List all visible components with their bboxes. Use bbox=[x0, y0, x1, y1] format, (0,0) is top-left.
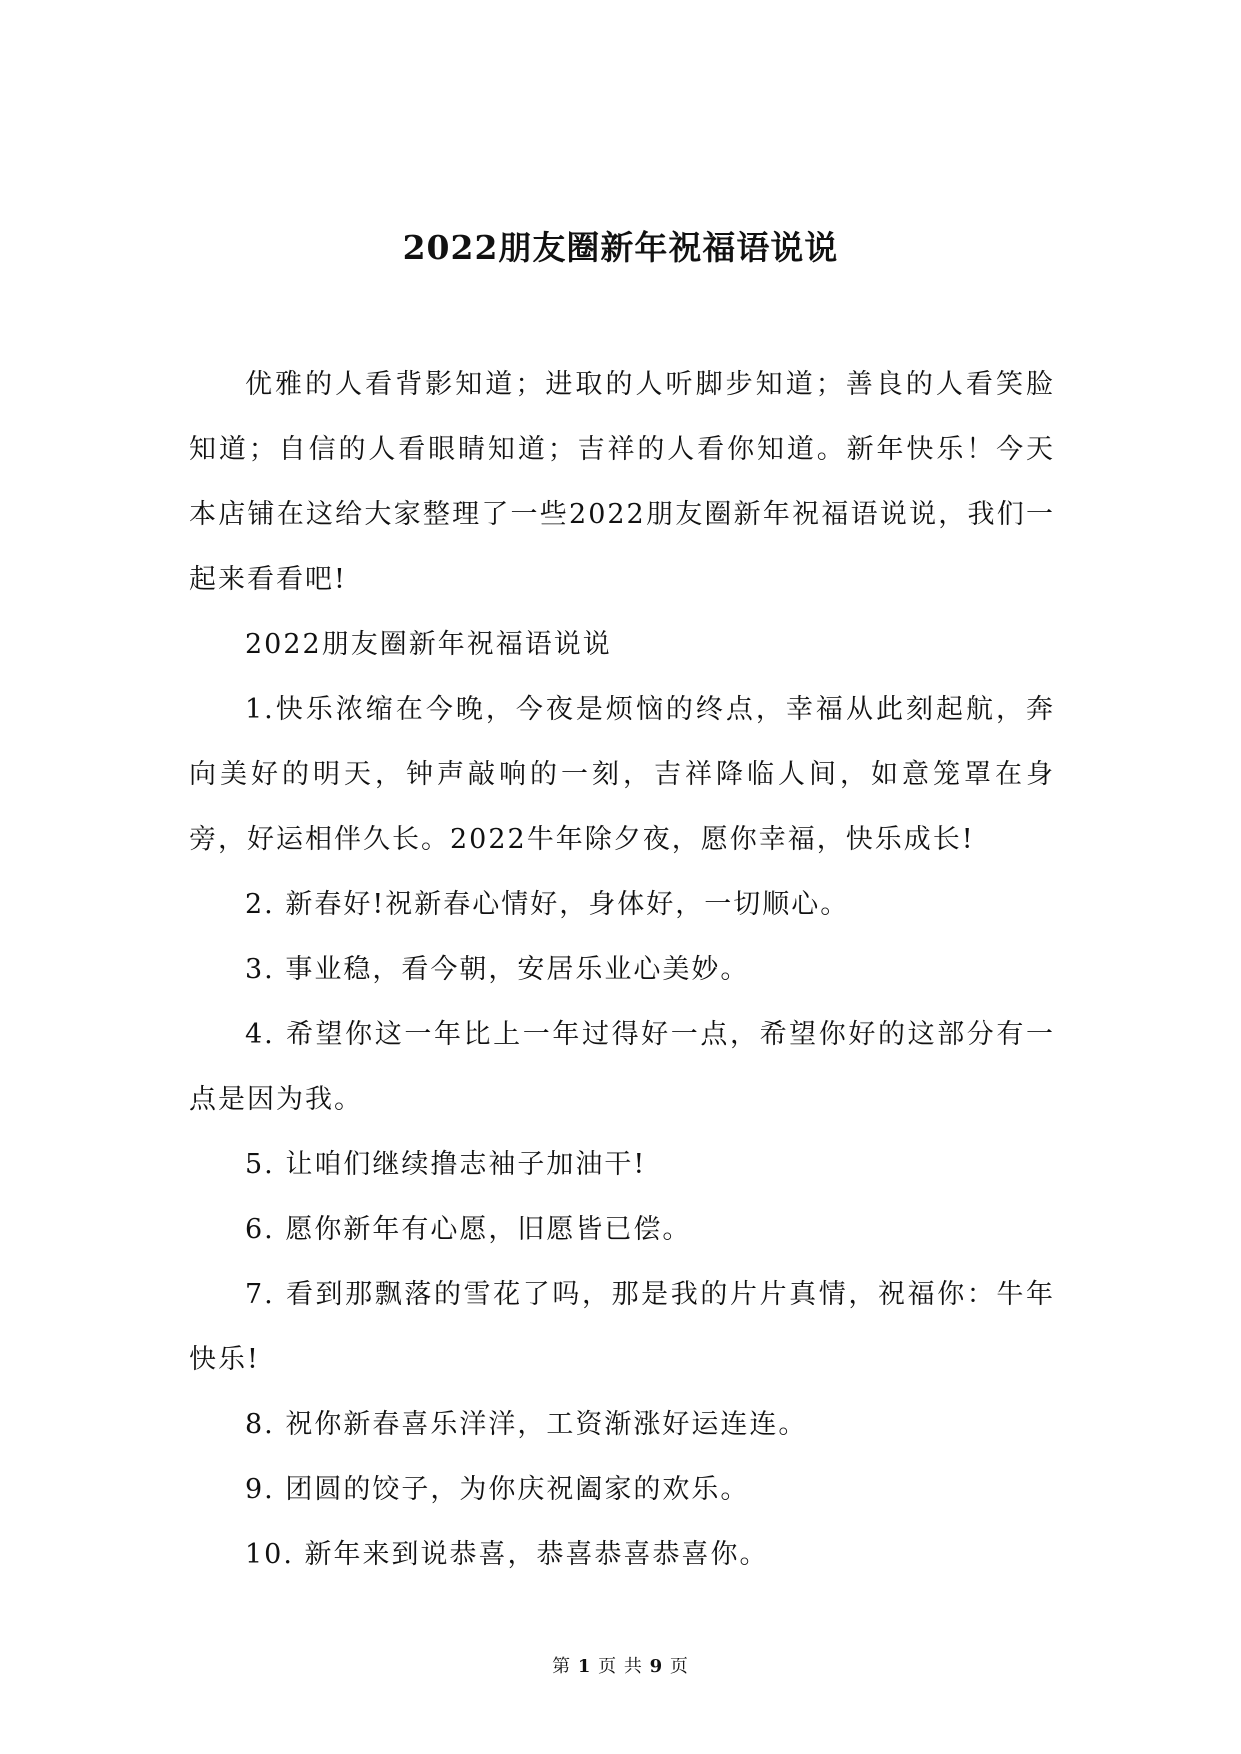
list-item: 2. 新春好!祝新春心情好，身体好，一切顺心。 bbox=[245, 889, 850, 920]
current-page-number: 1 bbox=[577, 1656, 592, 1677]
page-footer bbox=[0, 1655, 1241, 1679]
list-item: 6. 愿你新年有心愿，旧愿皆已偿。 bbox=[245, 1214, 692, 1245]
list-item: 8. 祝你新春喜乐洋洋，工资渐涨好运连连。 bbox=[245, 1409, 808, 1440]
intro-paragraph: 优雅的人看背影知道；进取的人听脚步知道；善良的人看笑脸知道；自信的人看眼睛知道；吉祥的人看你知道。新年快乐！今天本店铺在这给大家整理了一些2022朋友圈新年祝福语说说，我们一起来看看吧! bbox=[189, 369, 1055, 595]
section-heading: 2022朋友圈新年祝福语说说 bbox=[245, 629, 612, 660]
footer-suffix: 页 bbox=[669, 1656, 689, 1677]
total-page-count: 9 bbox=[649, 1656, 664, 1677]
document-title: 2022朋友圈新年祝福语说说 bbox=[402, 228, 839, 267]
list-item: 3. 事业稳，看今朝，安居乐业心美妙。 bbox=[245, 954, 750, 985]
footer-middle: 页 共 bbox=[598, 1656, 643, 1677]
list-item: 5. 让咱们继续撸志袖子加油干! bbox=[245, 1149, 647, 1180]
list-item: 7. 看到那飘落的雪花了吗，那是我的片片真情，祝福你：牛年快乐! bbox=[189, 1279, 1055, 1375]
list-item: 10. 新年来到说恭喜，恭喜恭喜恭喜你。 bbox=[245, 1539, 769, 1570]
list-item: 1.快乐浓缩在今晚，今夜是烦恼的终点，幸福从此刻起航，奔向美好的明天，钟声敲响的一刻，吉祥降临人间，如意笼罩在身旁，好运相伴久长。2022牛年除夕夜，愿你幸福，快乐成长! bbox=[189, 694, 1055, 855]
document-body bbox=[189, 352, 1055, 1587]
footer-prefix: 第 bbox=[552, 1656, 572, 1677]
list-item: 4. 希望你这一年比上一年过得好一点，希望你好的这部分有一点是因为我。 bbox=[189, 1019, 1055, 1115]
list-item: 9. 团圆的饺子，为你庆祝阖家的欢乐。 bbox=[245, 1474, 750, 1505]
